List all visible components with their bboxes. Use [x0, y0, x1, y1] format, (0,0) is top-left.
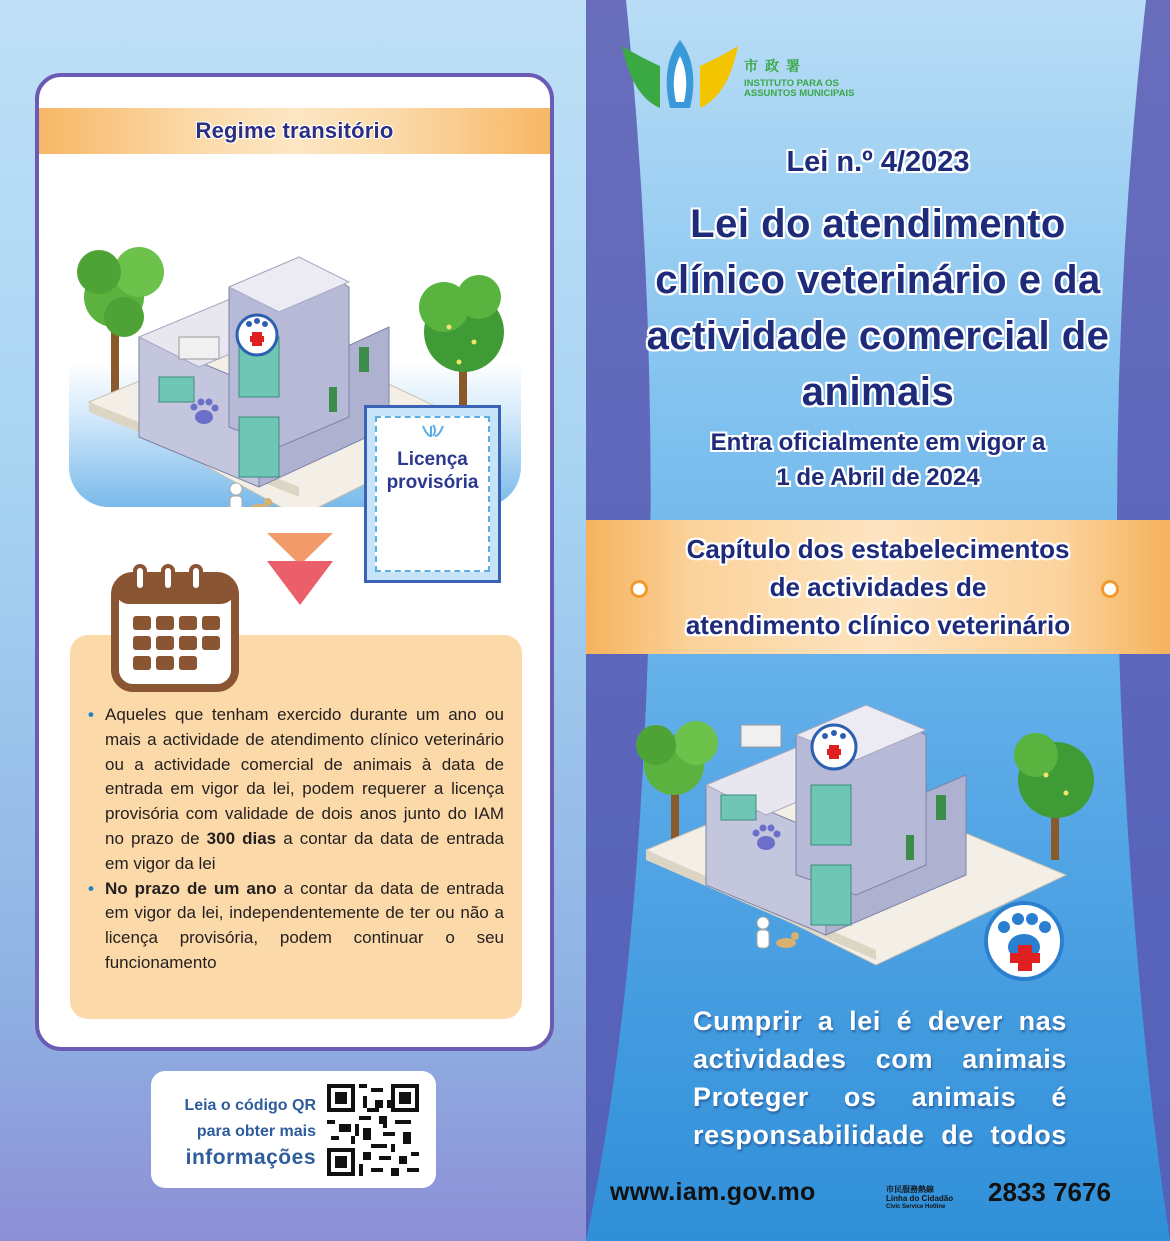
tree-right [1014, 733, 1094, 860]
vet-sign-icon [812, 725, 856, 769]
provisional-licence-document [364, 405, 501, 583]
law-title: Lei do atendimento clínico veterinário e da actividade comercial de animais [646, 202, 1110, 414]
regime-header [39, 108, 550, 154]
vet-paw-badge-icon [986, 903, 1062, 979]
licence-label: Licença provisória [386, 449, 479, 493]
list-item: • No prazo de um ano a contar da data de entrada em vigor da lei, independentemente de ter ou não a licença provisória, podem continuar o seu funcionamento [88, 877, 504, 976]
bullet-list [88, 703, 504, 976]
regime-title: Regime transitório [195, 118, 394, 143]
qr-caption: Leia o código QR para obter mais informações [184, 1097, 316, 1169]
info-box [70, 635, 522, 1019]
iam-logo-mini-icon [421, 424, 445, 438]
right-panel [586, 0, 1170, 1241]
chapter-title: Capítulo dos estabelecimentos de actividades de atendimento clínico veterinário [685, 534, 1071, 640]
transition-card [35, 73, 554, 1051]
iam-logo-icon [620, 36, 740, 116]
effective-date: Entra oficialmente em vigor a 1 de Abril de 2024 [710, 429, 1046, 491]
qr-code-icon[interactable] [327, 1084, 419, 1176]
hotline-number[interactable]: 2833 7676 [988, 1177, 1111, 1207]
calendar-icon [111, 564, 239, 692]
hotline-label: 市民服務熱線 Linha do Cidadão Civic Service Hotline [886, 1185, 954, 1210]
website-link[interactable]: www.iam.gov.mo [610, 1178, 816, 1206]
iam-logo-text: 市政署 INSTITUTO PARA OS ASSUNTOS MUNICIPAIS [744, 58, 855, 99]
down-arrow-icon [267, 533, 333, 605]
motto: Cumprir a lei é dever nas actividades com animais Proteger os animais é responsabilidade de todos [693, 1006, 1067, 1150]
clinic-illustration-right [626, 665, 1126, 985]
qr-box [151, 1071, 436, 1188]
list-item: • Aqueles que tenham exercido durante um ano ou mais a actividade de atendimento clínico veterinário ou a actividade comercial de animais à data de entrada em vigor da lei, podem requerer a licença provisória com validade de dois anos junto do IAM no prazo de 300 dias a contar da data de entrada em vigor da lei [88, 703, 504, 877]
law-number: Lei n.º 4/2023 [786, 146, 970, 178]
vet-sign-icon [237, 315, 277, 355]
